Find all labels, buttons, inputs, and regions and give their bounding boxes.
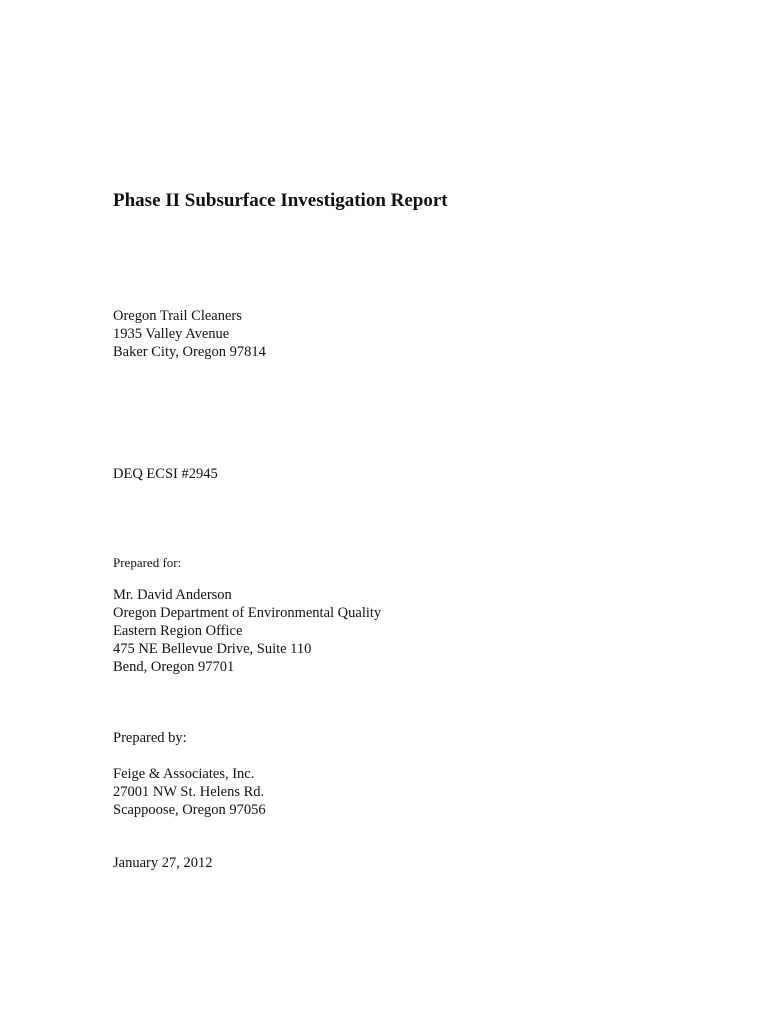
prepared-for-address-block: [113, 586, 381, 676]
author-street: 27001 NW St. Helens Rd.: [113, 784, 265, 800]
recipient-street: 475 NE Bellevue Drive, Suite 110: [113, 641, 312, 657]
prepared-by-address-block: [113, 765, 266, 819]
author-city-state-zip: Scappoose, Oregon 97056: [113, 802, 266, 818]
prepared-by-label: Prepared by:: [113, 730, 187, 746]
recipient-name: Mr. David Anderson: [113, 587, 232, 603]
report-title: Phase II Subsurface Investigation Report: [113, 190, 448, 211]
site-city-state-zip: Baker City, Oregon 97814: [113, 344, 266, 360]
recipient-organization: Oregon Department of Environmental Quality: [113, 605, 382, 621]
recipient-office: Eastern Region Office: [113, 623, 243, 639]
site-street: 1935 Valley Avenue: [113, 326, 230, 342]
deq-ecsi-number: DEQ ECSI #2945: [113, 466, 218, 482]
site-name: Oregon Trail Cleaners: [113, 308, 242, 324]
site-address-block: [113, 307, 266, 361]
author-company: Feige & Associates, Inc.: [113, 766, 255, 782]
recipient-city-state-zip: Bend, Oregon 97701: [113, 659, 235, 675]
prepared-for-label: Prepared for:: [113, 555, 182, 570]
report-date: January 27, 2012: [113, 855, 213, 871]
